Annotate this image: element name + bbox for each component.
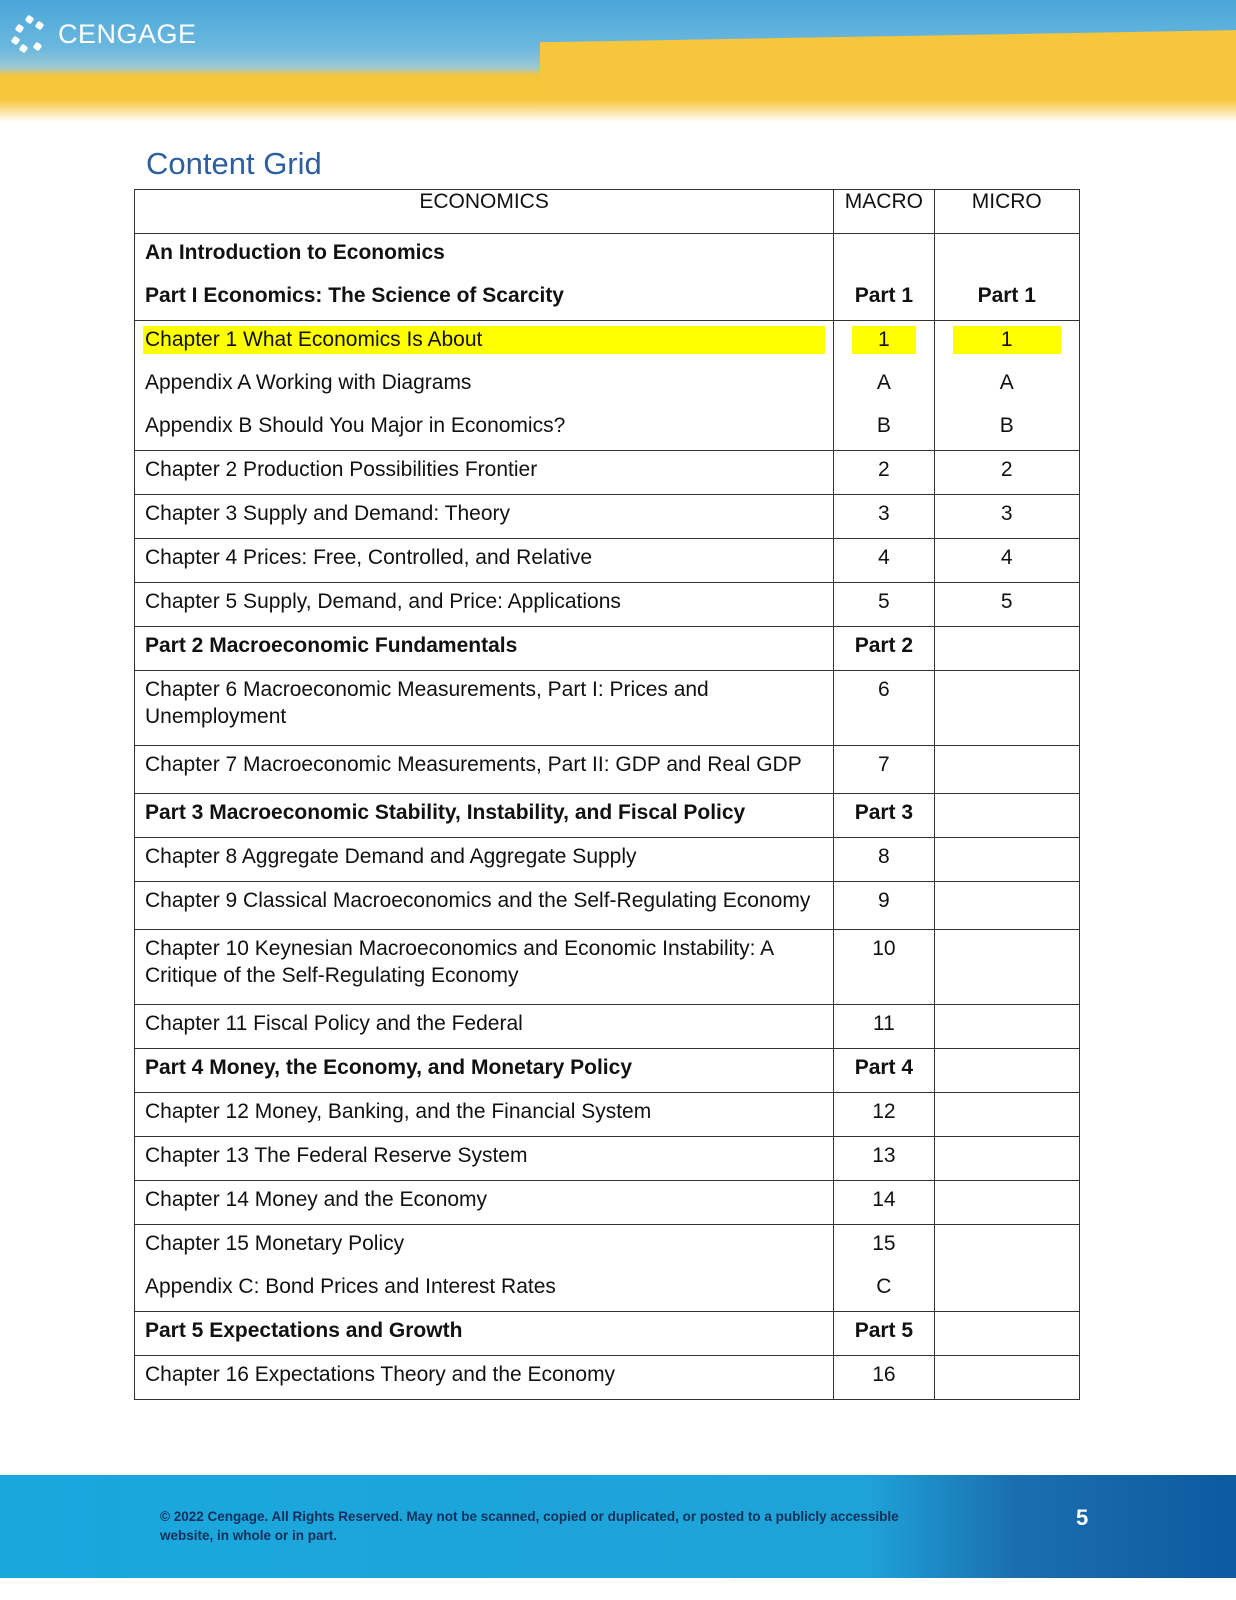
chapter-title: Chapter 15 Monetary Policy <box>145 1232 405 1255</box>
page-number: 5 <box>1076 1505 1089 1530</box>
macro-cell <box>834 451 934 495</box>
economics-cell <box>135 1137 834 1181</box>
economics-cell <box>135 838 834 882</box>
page-title: Content Grid <box>146 146 322 181</box>
table-row <box>135 794 1080 838</box>
micro-cell <box>934 930 1079 1005</box>
chapter-title: Chapter 10 Keynesian Macroeconomics and Economic Instability: A Critique of the Self-Regulating Economy <box>145 937 774 987</box>
micro-cell <box>934 746 1079 794</box>
macro-cell <box>834 539 934 583</box>
macro-cell <box>834 882 934 930</box>
table-row <box>135 495 1080 539</box>
micro-value: 1 <box>953 326 1061 354</box>
macro-cell <box>834 627 934 671</box>
chapter-title: Chapter 5 Supply, Demand, and Price: Applications <box>145 590 621 613</box>
macro-cell <box>834 1005 934 1049</box>
chapter-title: Chapter 3 Supply and Demand: Theory <box>145 502 510 525</box>
chapter-title: Chapter 16 Expectations Theory and the Economy <box>145 1363 616 1386</box>
economics-cell <box>135 495 834 539</box>
chapter-title: Chapter 1 What Economics Is About <box>143 326 825 354</box>
macro-cell <box>834 794 934 838</box>
macro-cell <box>834 1225 934 1312</box>
table-row <box>135 1005 1080 1049</box>
table-row <box>135 838 1080 882</box>
macro-value: B <box>876 414 891 437</box>
economics-cell <box>135 882 834 930</box>
table-row <box>135 1225 1080 1312</box>
economics-cell <box>135 1356 834 1400</box>
intro-heading: An Introduction to Economics <box>145 241 445 264</box>
chapter-title: Chapter 4 Prices: Free, Controlled, and Relative <box>145 546 593 569</box>
macro-value: A <box>876 371 891 394</box>
table-row <box>135 1137 1080 1181</box>
macro-value: 1 <box>852 326 915 354</box>
macro-value: Part 3 <box>854 801 914 824</box>
economics-cell <box>135 1005 834 1049</box>
header-macro: MACRO <box>834 190 934 234</box>
micro-cell <box>934 882 1079 930</box>
footer <box>0 1475 1236 1578</box>
cengage-logo <box>12 16 197 52</box>
macro-value: 5 <box>878 590 890 613</box>
macro-value: Part 1 <box>854 284 914 307</box>
macro-cell <box>834 746 934 794</box>
macro-cell <box>834 930 934 1005</box>
chapter-title: Chapter 8 Aggregate Demand and Aggregate Supply <box>145 845 637 868</box>
table-row <box>135 930 1080 1005</box>
macro-cell <box>834 671 934 746</box>
header-banner <box>0 0 1236 122</box>
micro-value: 2 <box>1000 458 1013 481</box>
macro-cell <box>834 234 934 321</box>
macro-value: 4 <box>878 546 890 569</box>
micro-value: Part 1 <box>977 284 1036 307</box>
economics-cell <box>135 539 834 583</box>
economics-cell <box>135 1093 834 1137</box>
micro-cell <box>934 451 1079 495</box>
table-row <box>135 1049 1080 1093</box>
part-heading: Part 4 Money, the Economy, and Monetary Policy <box>145 1056 632 1079</box>
macro-cell <box>834 838 934 882</box>
table-row <box>135 671 1080 746</box>
macro-cell <box>834 1356 934 1400</box>
macro-cell <box>834 1093 934 1137</box>
micro-cell <box>934 583 1079 627</box>
table-row <box>135 1356 1080 1400</box>
chapter-title: Chapter 11 Fiscal Policy and the Federal <box>145 1012 523 1035</box>
chapter-title: Chapter 14 Money and the Economy <box>145 1188 488 1211</box>
header-economics: ECONOMICS <box>135 190 834 234</box>
header-micro: MICRO <box>934 190 1079 234</box>
economics-cell <box>135 583 834 627</box>
economics-cell <box>135 794 834 838</box>
micro-cell <box>934 234 1079 321</box>
micro-value: 4 <box>1000 546 1013 569</box>
macro-value: 2 <box>878 458 890 481</box>
table-row <box>135 746 1080 794</box>
chapter-title: Chapter 9 Classical Macroeconomics and the Self-Regulating Economy <box>145 889 811 912</box>
part-heading: Part 3 Macroeconomic Stability, Instability, and Fiscal Policy <box>145 801 746 824</box>
macro-value: Part 2 <box>854 634 914 657</box>
chapter-title: Chapter 6 Macroeconomic Measurements, Part I: Prices and Unemployment <box>145 678 709 728</box>
micro-cell <box>934 539 1079 583</box>
table-row <box>135 539 1080 583</box>
micro-cell <box>934 1356 1079 1400</box>
macro-value: 14 <box>872 1188 896 1211</box>
table-row <box>135 627 1080 671</box>
micro-value: A <box>999 371 1014 394</box>
economics-cell <box>135 1312 834 1356</box>
macro-value: 15 <box>872 1232 896 1255</box>
economics-cell <box>135 627 834 671</box>
macro-value: 9 <box>878 889 890 912</box>
economics-cell <box>135 930 834 1005</box>
chapter-title: Chapter 12 Money, Banking, and the Financial System <box>145 1100 652 1123</box>
micro-cell <box>934 1181 1079 1225</box>
macro-value: 3 <box>878 502 890 525</box>
chapter-title: Appendix B Should You Major in Economics? <box>145 414 566 437</box>
micro-cell <box>934 1312 1079 1356</box>
micro-cell <box>934 671 1079 746</box>
micro-cell <box>934 1005 1079 1049</box>
micro-value: B <box>999 414 1014 437</box>
economics-cell <box>135 1049 834 1093</box>
economics-cell <box>135 321 834 451</box>
copyright-notice: © 2022 Cengage. All Rights Reserved. May not be scanned, copied or duplicated, or posted to a publicly accessible website, in whole or in part. <box>160 1509 899 1543</box>
micro-cell <box>934 794 1079 838</box>
macro-value: 7 <box>878 753 890 776</box>
part-heading: Part I Economics: The Science of Scarcity <box>145 284 564 307</box>
table-row <box>135 1312 1080 1356</box>
macro-cell <box>834 1137 934 1181</box>
macro-cell <box>834 495 934 539</box>
table-row <box>135 1093 1080 1137</box>
micro-cell <box>934 1049 1079 1093</box>
table-header-row <box>135 190 1080 234</box>
macro-value: Part 4 <box>854 1056 914 1079</box>
content-grid-table <box>134 189 1080 1400</box>
economics-cell <box>135 1181 834 1225</box>
micro-cell <box>934 1225 1079 1312</box>
micro-cell <box>934 321 1079 451</box>
macro-value: 16 <box>872 1363 896 1386</box>
table-row <box>135 882 1080 930</box>
macro-cell <box>834 1181 934 1225</box>
macro-cell <box>834 321 934 451</box>
macro-value: 13 <box>872 1144 896 1167</box>
cengage-logo-icon <box>12 16 50 52</box>
micro-cell <box>934 1093 1079 1137</box>
table-row <box>135 321 1080 451</box>
micro-cell <box>934 1137 1079 1181</box>
chapter-title: Chapter 13 The Federal Reserve System <box>145 1144 528 1167</box>
economics-cell <box>135 746 834 794</box>
economics-cell <box>135 234 834 321</box>
economics-cell <box>135 671 834 746</box>
micro-value: 3 <box>1000 502 1013 525</box>
chapter-title: Appendix A Working with Diagrams <box>145 371 472 394</box>
macro-cell <box>834 1049 934 1093</box>
table-row <box>135 1181 1080 1225</box>
table-row <box>135 234 1080 321</box>
macro-value: 11 <box>872 1012 895 1035</box>
macro-cell <box>834 583 934 627</box>
macro-value: 10 <box>872 937 896 960</box>
macro-value: Part 5 <box>854 1319 914 1342</box>
economics-cell <box>135 451 834 495</box>
macro-value: 8 <box>878 845 890 868</box>
economics-cell <box>135 1225 834 1312</box>
micro-cell <box>934 495 1079 539</box>
table-row <box>135 451 1080 495</box>
micro-value: 5 <box>1000 590 1013 613</box>
macro-cell <box>834 1312 934 1356</box>
part-heading: Part 5 Expectations and Growth <box>145 1319 463 1342</box>
macro-value: C <box>876 1275 892 1298</box>
table-row <box>135 583 1080 627</box>
macro-value: 6 <box>878 678 890 701</box>
micro-cell <box>934 838 1079 882</box>
chapter-title: Appendix C: Bond Prices and Interest Rates <box>145 1275 556 1298</box>
part-heading: Part 2 Macroeconomic Fundamentals <box>145 634 518 657</box>
macro-value: 12 <box>872 1100 896 1123</box>
chapter-title: Chapter 2 Production Possibilities Frontier <box>145 458 538 481</box>
micro-cell <box>934 627 1079 671</box>
chapter-title: Chapter 7 Macroeconomic Measurements, Part II: GDP and Real GDP <box>145 753 802 776</box>
brand-name: CENGAGE <box>58 18 197 49</box>
